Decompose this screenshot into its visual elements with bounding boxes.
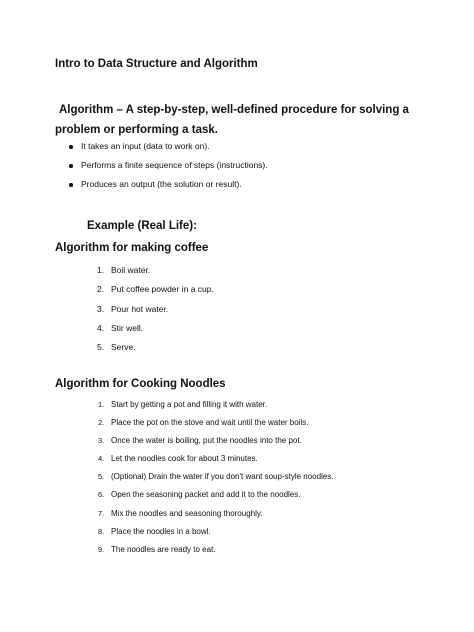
list-item bbox=[98, 486, 334, 504]
list-item-text: Produces an output (the solution or result). bbox=[81, 179, 242, 189]
list-item bbox=[98, 468, 334, 486]
bullet-icon bbox=[69, 145, 73, 149]
list-item bbox=[67, 156, 268, 175]
step-text: The noodles are ready to eat. bbox=[111, 544, 216, 554]
step-number: 3. bbox=[97, 303, 105, 314]
example-heading: Example (Real Life): bbox=[87, 220, 197, 232]
noodles-algorithm-heading: Algorithm for Cooking Noodles bbox=[55, 378, 226, 390]
list-item bbox=[98, 396, 334, 414]
step-text: (Optional) Drain the water if you don't want soup-style noodles. bbox=[111, 472, 334, 482]
step-text: Stir well. bbox=[111, 322, 144, 333]
list-item bbox=[98, 541, 334, 559]
step-number: 7. bbox=[98, 508, 105, 518]
step-text: Place the pot on the stove and wait until the water boils. bbox=[111, 418, 309, 428]
step-text: Pour hot water. bbox=[111, 303, 169, 314]
bullet-icon bbox=[69, 183, 73, 187]
list-item bbox=[97, 338, 214, 357]
coffee-steps-list bbox=[97, 261, 214, 357]
step-number: 6. bbox=[98, 490, 105, 500]
step-number: 4. bbox=[98, 454, 105, 464]
list-item bbox=[98, 450, 334, 468]
bullet-icon bbox=[69, 164, 73, 168]
step-text: Put coffee powder in a cup. bbox=[111, 284, 214, 295]
step-number: 5. bbox=[98, 472, 105, 482]
list-item bbox=[67, 137, 268, 156]
step-number: 1. bbox=[98, 400, 105, 409]
step-number: 1. bbox=[97, 265, 105, 275]
list-item bbox=[98, 414, 334, 432]
list-item-text: Performs a finite sequence of steps (instructions). bbox=[81, 160, 268, 170]
noodles-steps-list bbox=[98, 396, 334, 559]
step-number: 3. bbox=[98, 436, 105, 446]
step-text: Boil water. bbox=[111, 265, 151, 275]
list-item bbox=[97, 300, 214, 319]
step-number: 2. bbox=[97, 284, 105, 295]
list-item bbox=[98, 523, 334, 541]
step-text: Let the noodles cook for about 3 minutes. bbox=[111, 454, 258, 464]
algorithm-properties-list bbox=[67, 137, 268, 194]
step-text: Open the seasoning packet and add it to the noodles. bbox=[111, 490, 301, 500]
coffee-algorithm-heading: Algorithm for making coffee bbox=[55, 242, 209, 254]
step-number: 2. bbox=[98, 418, 105, 428]
list-item-text: It takes an input (data to work on). bbox=[81, 141, 210, 151]
step-number: 9. bbox=[98, 544, 105, 554]
algorithm-definition-text: Algorithm – A step-by-step, well-defined procedure for solving a problem or performing a task. bbox=[55, 104, 409, 136]
step-number: 8. bbox=[98, 526, 105, 536]
step-text: Serve. bbox=[111, 342, 136, 352]
step-text: Once the water is boiling, put the noodles into the pot. bbox=[111, 436, 302, 446]
list-item bbox=[97, 261, 214, 280]
step-text: Mix the noodles and seasoning thoroughly. bbox=[111, 508, 263, 518]
list-item bbox=[97, 280, 214, 299]
list-item bbox=[67, 175, 268, 194]
document-title: Intro to Data Structure and Algorithm bbox=[55, 58, 258, 70]
list-item bbox=[97, 319, 214, 338]
step-number: 5. bbox=[97, 342, 105, 352]
list-item bbox=[98, 505, 334, 523]
algorithm-definition bbox=[55, 100, 455, 140]
step-number: 4. bbox=[97, 322, 105, 333]
step-text: Place the noodles in a bowl. bbox=[111, 526, 211, 536]
list-item bbox=[98, 432, 334, 450]
step-text: Start by getting a pot and filling it with water. bbox=[111, 400, 268, 409]
